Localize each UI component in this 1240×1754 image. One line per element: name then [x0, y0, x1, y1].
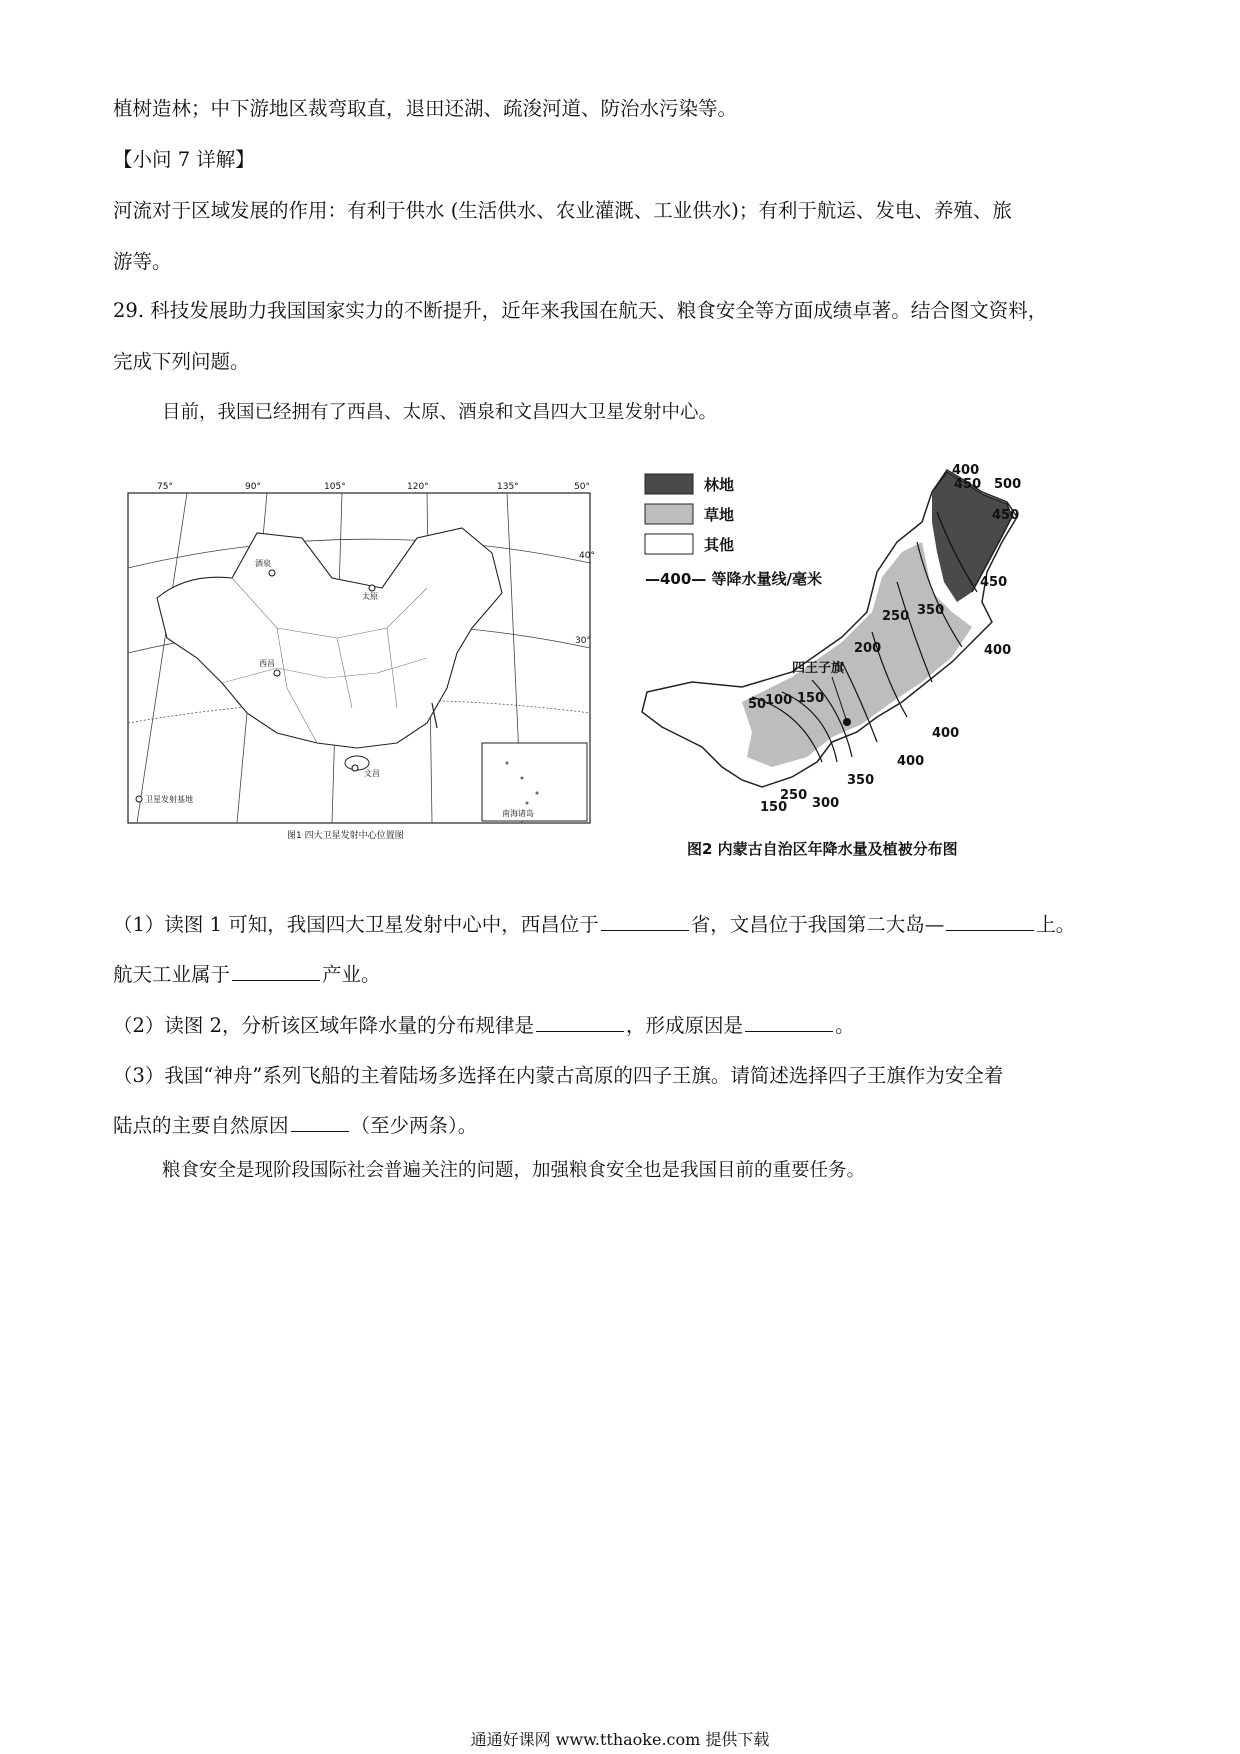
question-29-line1: 29. 科技发展助力我国国家实力的不断提升，近年来我国在航天、粮食安全等方面成绩卓著。结合图文资料， — [113, 299, 1048, 322]
q2-text-a: （2）读图 2，分析该区域年降水量的分布规律是 — [113, 1014, 535, 1037]
paragraph-3a: 河流对于区域发展的作用：有利于供水 (生活供水、农业灌溉、工业供水)；有利于航运、发电、养殖、旅 — [113, 199, 1012, 222]
site-marker-taiyuan — [369, 585, 375, 591]
lon-label: 120° — [407, 482, 429, 492]
lon-label: 50° — [574, 482, 590, 492]
lon-label: 75° — [157, 482, 173, 492]
isohyet-label: 450 — [992, 508, 1020, 523]
q1-text-a: （1）读图 1 可知，我国四大卫星发射中心中，西昌位于 — [113, 913, 599, 936]
place-label: 四王子旗 — [792, 661, 845, 676]
intro-text: 目前，我国已经拥有了西昌、太原、酒泉和文昌四大卫星发射中心。 — [162, 402, 718, 423]
isohyet-label: 400 — [897, 754, 925, 769]
isohyet-label: 300 — [812, 796, 840, 811]
section-heading: 【小问 7 详解】 — [113, 148, 255, 171]
lat-label: 30° — [575, 636, 591, 646]
answer-blank[interactable] — [536, 1013, 624, 1032]
isohyet-label: 500 — [994, 477, 1022, 492]
site-label-wenchang: 文昌 — [364, 769, 380, 778]
page-footer: 通通好课网 www.tthaoke.com 提供下载 — [470, 1730, 770, 1749]
isohyet-label: 200 — [854, 641, 882, 656]
site-marker-jiuquan — [269, 570, 275, 576]
paragraph-1: 植树造林；中下游地区裁弯取直，退田还湖、疏浚河道、防治水污染等。 — [113, 97, 738, 120]
legend-grass-label: 草地 — [704, 506, 735, 524]
legend-other-swatch — [645, 534, 693, 554]
q3-text-b: （至少两条）。 — [350, 1114, 478, 1137]
paragraph-3b: 游等。 — [113, 250, 172, 273]
q2-text-b: ，形成原因是 — [626, 1014, 744, 1037]
answer-blank[interactable] — [601, 912, 689, 931]
figure-2-caption: 图2 内蒙古自治区年降水量及植被分布图 — [687, 840, 958, 858]
isohyet-label: 350 — [847, 773, 875, 788]
site-label-jiuquan: 酒泉 — [255, 559, 271, 568]
isohyet-label: 400 — [984, 643, 1012, 658]
answer-blank[interactable] — [946, 912, 1034, 931]
site-label-xichang: 西昌 — [259, 659, 275, 668]
figure-1-caption: 图1 四大卫星发射中心位置图 — [287, 831, 404, 841]
question-3-line2 — [113, 1113, 477, 1139]
figure-2-map — [632, 462, 1102, 867]
question-29-line2: 完成下列问题。 — [113, 350, 250, 373]
isohyet-label: 250 — [882, 609, 910, 624]
figure-1-map — [127, 478, 595, 841]
q1-text-e: 产业。 — [322, 963, 381, 986]
q1-text-d: 航天工业属于 — [113, 963, 231, 986]
isohyet-label: 450 — [980, 575, 1008, 590]
legend-forest-label: 林地 — [704, 476, 735, 494]
q2-text-c: 。 — [835, 1014, 855, 1037]
site-marker-xichang — [274, 670, 280, 676]
isohyet-label: 400 — [932, 726, 960, 741]
legend-marker — [136, 796, 142, 802]
legend-other-label: 其他 — [704, 536, 735, 554]
answer-blank[interactable] — [745, 1013, 833, 1032]
legend-forest-swatch — [645, 474, 693, 494]
inset-label: 南海诸岛 — [502, 809, 534, 818]
question-2 — [113, 1013, 855, 1039]
q3-text-a: 陆点的主要自然原因 — [113, 1114, 289, 1137]
isohyet-label: 50 — [748, 697, 767, 712]
site-marker-wenchang — [352, 765, 358, 771]
isohyet-label: 150 — [760, 800, 788, 815]
question-1-line1 — [113, 912, 1075, 938]
lat-label: 40° — [579, 551, 595, 561]
legend-isohyet-label: —400— 等降水量线/毫米 — [645, 570, 823, 588]
answer-blank[interactable] — [291, 1113, 349, 1132]
answer-blank[interactable] — [232, 962, 320, 981]
legend-grass-swatch — [645, 504, 693, 524]
site-label-taiyuan: 太原 — [362, 592, 378, 601]
isohyet-label: 150 — [797, 691, 825, 706]
isohyet-label: 350 — [917, 603, 945, 618]
isohyet-label: 450 — [954, 477, 982, 492]
q1-text-c: 上。 — [1036, 913, 1076, 936]
isohyet-label: 100 — [765, 693, 793, 708]
q1-text-b: 省，文昌位于我国第二大岛— — [690, 913, 945, 936]
question-3-line1: （3）我国“神舟”系列飞船的主着陆场多选择在内蒙古高原的四子王旗。请简述选择四子王旗作为安全着 — [113, 1064, 1004, 1087]
isohyet-label: 250 — [780, 788, 808, 803]
legend-label: 卫星发射基地 — [145, 795, 193, 804]
lon-label: 90° — [245, 482, 261, 492]
question-1-line2 — [113, 962, 381, 988]
isohyet-label: 400 — [952, 463, 980, 478]
lon-label: 135° — [497, 482, 519, 492]
lon-label: 105° — [324, 482, 346, 492]
food-security-text: 粮食安全是现阶段国际社会普遍关注的问题，加强粮食安全也是我国目前的重要任务。 — [162, 1160, 866, 1181]
